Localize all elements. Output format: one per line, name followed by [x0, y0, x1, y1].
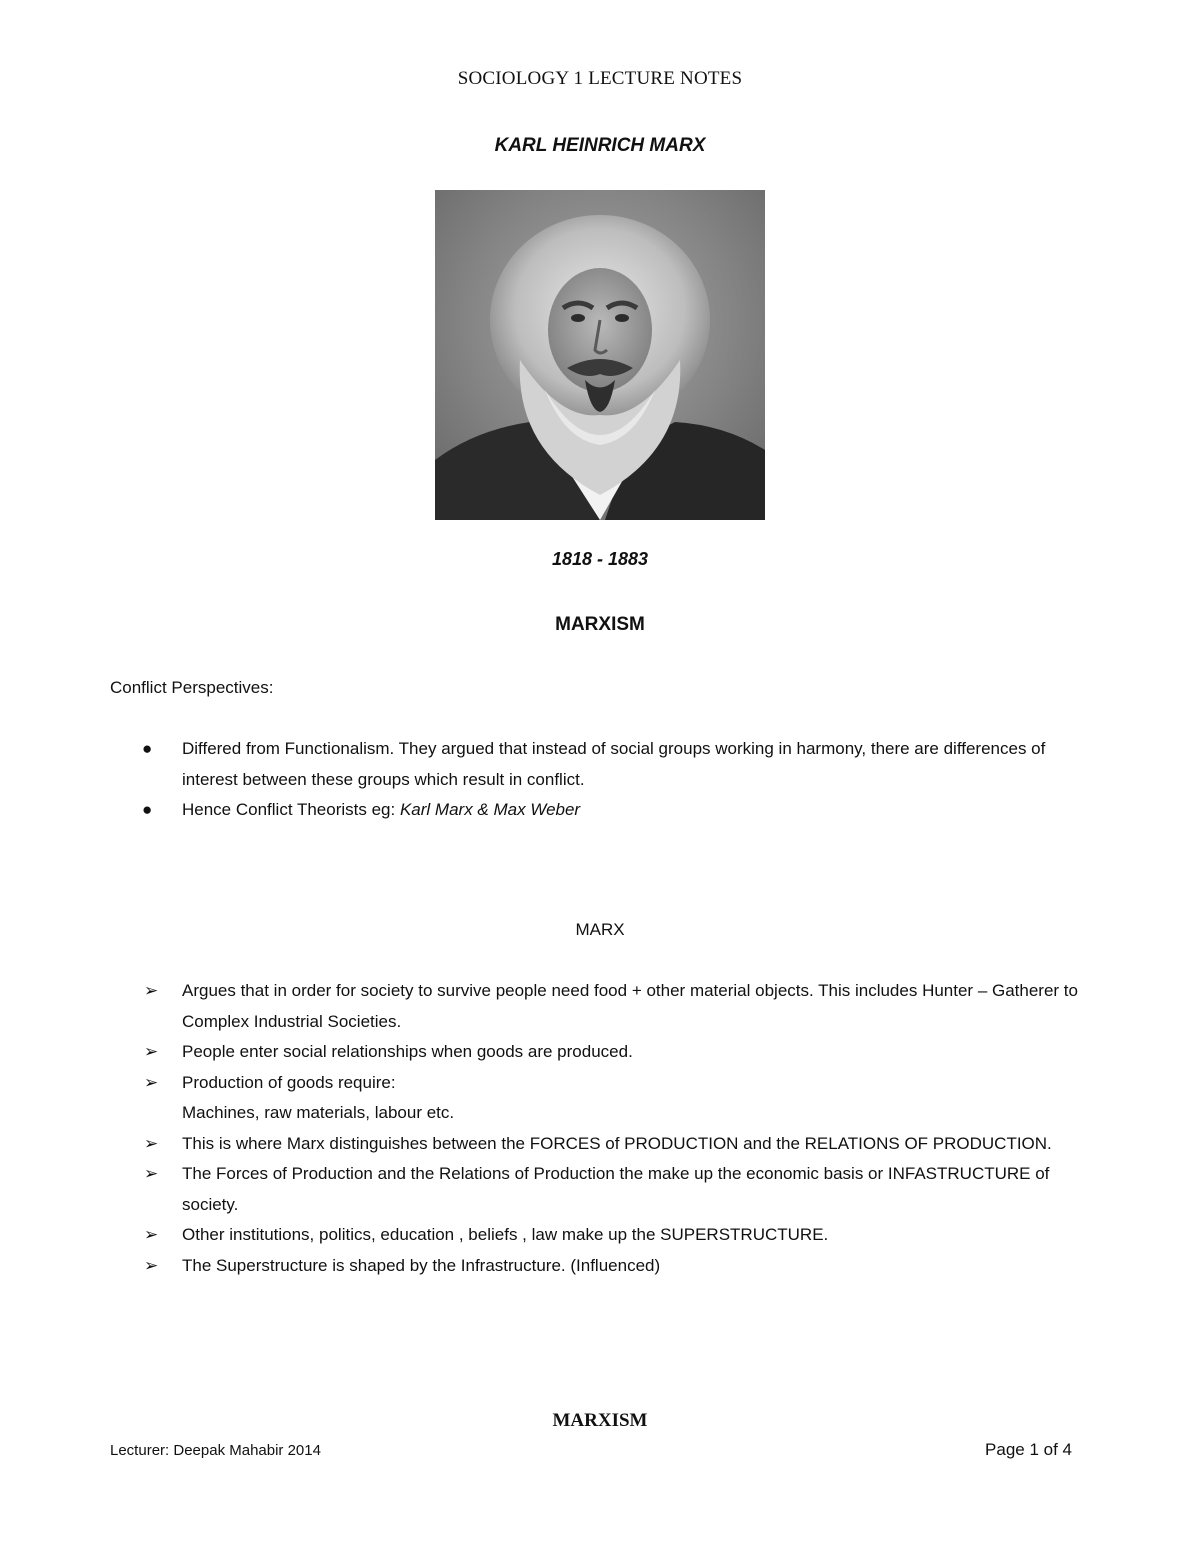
list-item-text: The Forces of Production and the Relations of Production the make up the economic basis or INFASTRUCTURE of society. [182, 1164, 1050, 1214]
list-item-text: The Superstructure is shaped by the Infrastructure. (Influenced) [182, 1255, 661, 1275]
arrow-bullet-icon: ➢ [144, 981, 159, 1000]
list-item-text: Differed from Functionalism. They argued that instead of social groups working in harmony, there are differences of interest between these groups which result in conflict. [182, 739, 1046, 789]
list-item [0, 976, 1200, 1037]
bullet-icon: ● [142, 739, 153, 758]
list-item-text: Other institutions, politics, education , beliefs , law make up the SUPERSTRUCTURE. [182, 1225, 829, 1244]
list-item-continuation [0, 1098, 1200, 1129]
arrow-bullet-icon: ➢ [144, 1133, 159, 1153]
arrow-bullet-icon: ➢ [144, 1072, 159, 1092]
list-item [0, 795, 1200, 826]
conflict-list [0, 734, 1200, 826]
list-item-text: Hence Conflict Theorists eg: [182, 800, 396, 819]
list-item [0, 1068, 1200, 1099]
list-item-text: Machines, raw materials, labour etc. [182, 1103, 455, 1122]
marx-heading: MARX [575, 920, 625, 939]
arrow-bullet-icon: ➢ [144, 1225, 159, 1244]
list-item-text: Argues that in order for society to survive people need food + other material objects. This includes Hunter – Gatherer to Complex Industrial Societies. [182, 981, 1078, 1031]
arrow-bullet-icon: ➢ [144, 1255, 159, 1275]
list-item-text: Production of goods require: [182, 1072, 396, 1092]
list-item-text: This is where Marx distinguishes between the FORCES of PRODUCTION and the RELATIONS OF PRODUCTION. [182, 1133, 1052, 1153]
arrow-bullet-icon: ➢ [144, 1164, 159, 1183]
footer-lecturer: Lecturer: Deepak Mahabir 2014 [110, 1442, 321, 1459]
lifespan-years: 1818 - 1883 [551, 549, 649, 569]
list-item [0, 1037, 1200, 1068]
portrait-photo-icon [435, 190, 765, 520]
document-subtitle: KARL HEINRICH MARX [494, 135, 706, 156]
footer-page-number: Page 1 of 4 [985, 1440, 1072, 1459]
list-item [0, 1251, 1200, 1282]
list-item [0, 1220, 1200, 1251]
conflict-label: Conflict Perspectives: [110, 678, 274, 697]
arrow-bullet-icon: ➢ [144, 1042, 159, 1061]
list-item [0, 1159, 1200, 1220]
footer-running-title: MARXISM [552, 1410, 648, 1431]
bullet-icon: ● [142, 800, 153, 819]
theorist-names: Karl Marx & Max Weber [399, 800, 581, 819]
marx-list [0, 976, 1200, 1281]
section-heading: MARXISM [555, 614, 645, 635]
list-item [0, 734, 1200, 795]
list-item [0, 1129, 1200, 1160]
document-title: SOCIOLOGY 1 LECTURE NOTES [457, 68, 743, 89]
list-item-text: People enter social relationships when goods are produced. [182, 1042, 633, 1061]
